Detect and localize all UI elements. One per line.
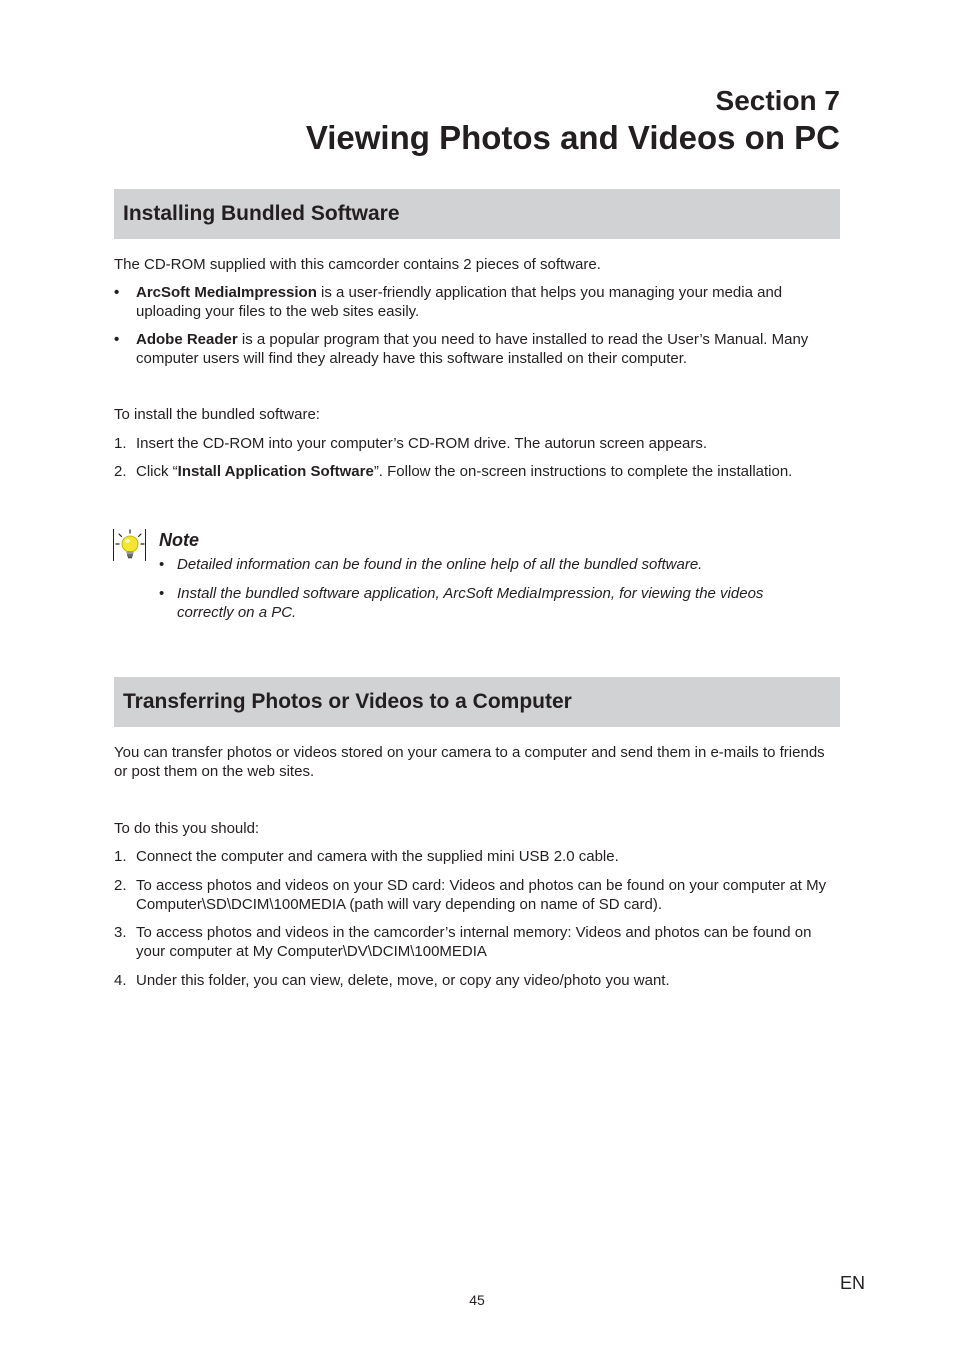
- page-heading: [306, 84, 840, 158]
- install-steps-intro: To install the bundled software:: [114, 406, 320, 423]
- note-text: Detailed information can be found in the online help of all the bundled software.: [177, 556, 703, 573]
- install-step-2: [114, 462, 844, 481]
- step-number: 1.: [114, 435, 127, 452]
- step-bold-term: Install Application Software: [177, 463, 374, 480]
- step-number: 4.: [114, 972, 127, 989]
- transfer-step-1: [114, 847, 844, 866]
- note-title: Note: [159, 530, 199, 550]
- language-label: EN: [840, 1273, 866, 1293]
- page-number: 45: [469, 1292, 485, 1308]
- step-number: 2.: [114, 463, 127, 480]
- installing-heading: Installing Bundled Software: [123, 202, 400, 225]
- transfer-step-2: [114, 876, 844, 914]
- bullet-text: [136, 283, 844, 321]
- install-step-1: [114, 434, 844, 453]
- step-text: To access photos and videos in the camcorder’s internal memory: Videos and photos can be found on your computer at My Computer\DV\DCIM\100MEDIA: [136, 924, 812, 960]
- step-text-part: Insert the CD-ROM into your computer’s CD-ROM drive. The autorun screen appears.: [136, 435, 708, 452]
- transferring-heading: Transferring Photos or Videos to a Computer: [123, 690, 572, 713]
- lightbulb-icon: [112, 527, 148, 563]
- section-number: Section 7: [715, 85, 840, 116]
- transfer-step-3: [114, 923, 844, 961]
- step-number: 1.: [114, 848, 127, 865]
- bullet-marker: •: [114, 331, 120, 348]
- note-bullet-marker: •: [159, 556, 165, 573]
- step-text: Connect the computer and camera with the supplied mini USB 2.0 cable.: [136, 848, 619, 865]
- bullet-bold-term: Adobe Reader: [136, 331, 238, 348]
- transfer-step-4: [114, 971, 844, 990]
- step-number: 2.: [114, 877, 127, 894]
- transferring-section-header: [114, 677, 840, 727]
- step-number: 3.: [114, 924, 127, 941]
- step-text: To access photos and videos on your SD card: Videos and photos can be found on your computer at My Computer\SD\DCIM\100MEDIA (path will vary depending on name of SD card).: [136, 877, 827, 913]
- bullet-description: is a user-friendly application that helps you managing your media and uploading your files to the web sites easily.: [136, 284, 783, 320]
- installing-intro: The CD-ROM supplied with this camcorder contains 2 pieces of software.: [114, 256, 601, 273]
- bullet-description: is a popular program that you need to have installed to read the User’s Manual. Many computer users will find they already have this software installed on their computer.: [136, 331, 809, 367]
- software-bullet-adobe: [114, 330, 844, 368]
- step-text: [136, 434, 844, 453]
- step-text-part: Click “: [136, 463, 178, 480]
- page-title: Viewing Photos and Videos on PC: [305, 119, 840, 156]
- installing-section-header: [114, 189, 840, 239]
- note-text: Install the bundled software application, ArcSoft MediaImpression, for viewing the videos correctly on a PC.: [177, 585, 764, 621]
- step-text: [136, 462, 844, 481]
- note-item: [159, 584, 819, 622]
- step-text: Under this folder, you can view, delete, move, or copy any video/photo you want.: [136, 972, 670, 989]
- software-bullet-arcsoft: [114, 283, 844, 321]
- note-item: [159, 555, 819, 574]
- bullet-text: [136, 330, 844, 368]
- bullet-bold-term: ArcSoft MediaImpression: [136, 284, 317, 301]
- transferring-intro: You can transfer photos or videos stored on your camera to a computer and send them in e-mails to friends or post them on the web sites.: [114, 744, 825, 780]
- transfer-steps-intro: To do this you should:: [114, 820, 260, 837]
- note-bullet-marker: •: [159, 585, 165, 602]
- bullet-marker: •: [114, 284, 120, 301]
- step-text-part: ”. Follow the on-screen instructions to complete the installation.: [373, 463, 793, 480]
